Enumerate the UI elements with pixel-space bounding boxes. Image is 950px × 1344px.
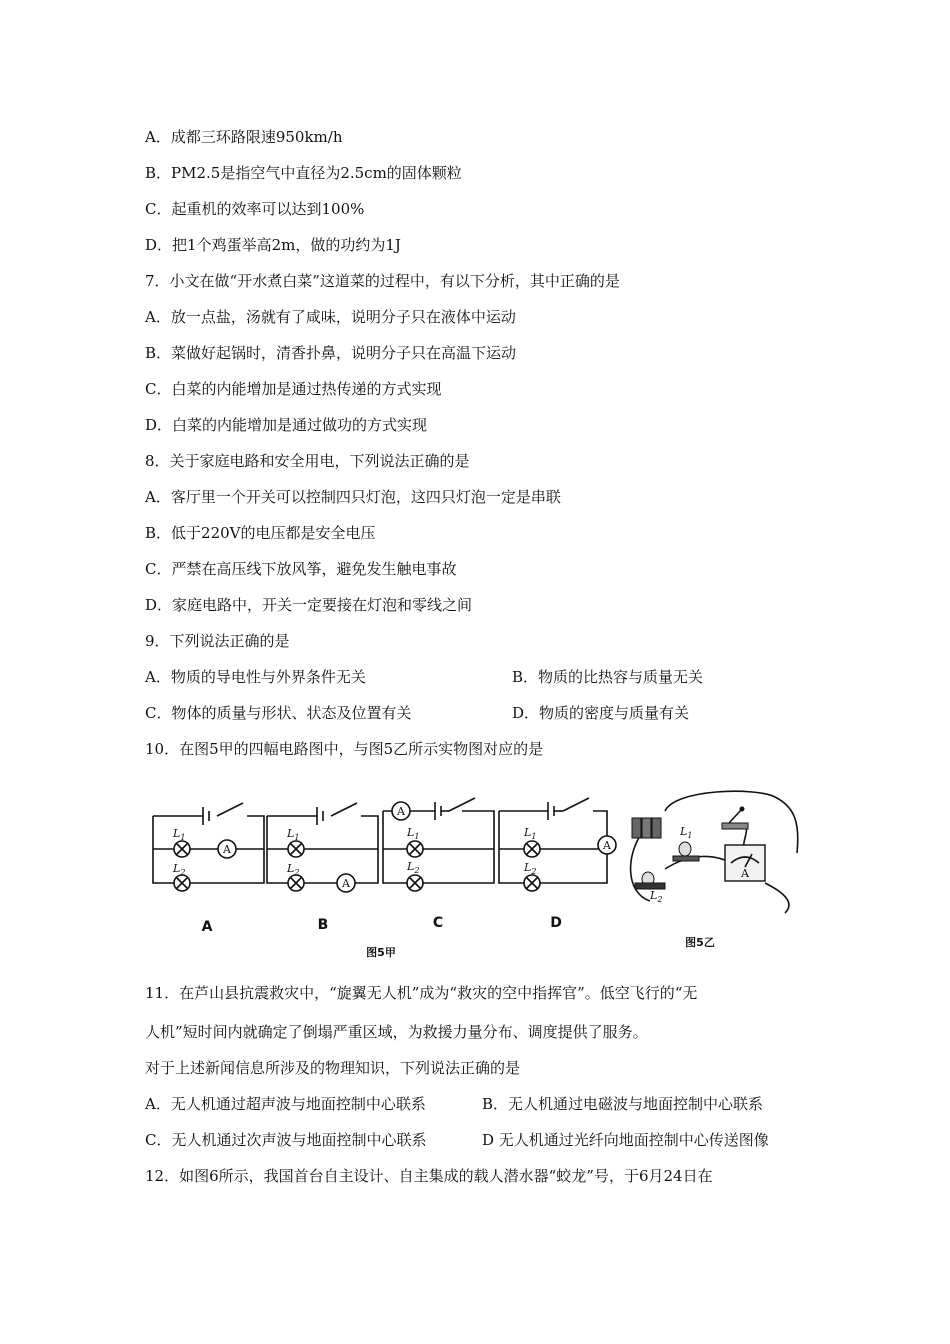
q6-option-c: C．起重机的效率可以达到100% [145,200,365,218]
circuit-label-c: C [432,915,444,931]
q6-option-b: B．PM2.5是指空气中直径为2.5cm的固体颗粒 [145,164,462,182]
q9-option-a: A．物质的导电性与外界条件无关 [145,668,366,686]
q8-option-c: C．严禁在高压线下放风筝，避免发生触电事故 [145,560,457,578]
circuit-c [383,798,494,931]
circuit-diagrams-svg [145,783,805,963]
circuit-b [267,803,378,933]
q6-option-d: D．把1个鸡蛋举高2m，做的功约为1J [145,236,401,254]
lamp-l1-label: $L_1$ [287,827,300,842]
q7-option-d: D．白菜的内能增加是通过做功的方式实现 [145,416,428,434]
ammeter-device-icon [725,845,765,881]
figure-caption-left: 图5甲 [366,946,396,959]
q11-option-b: B．无人机通过电磁波与地面控制中心联系 [482,1095,764,1113]
q11-stem-line3: 对于上述新闻信息所涉及的物理知识，下列说法正确的是 [145,1059,521,1077]
q9-stem: 9．下列说法正确的是 [145,632,290,650]
q7-option-a: A．放一点盐，汤就有了咸味，说明分子只在液体中运动 [145,308,516,326]
q11-stem-line1: 11．在芦山县抗震救灾中，“旋翼无人机”成为“救灾的空中指挥官”。低空飞行的“无 [145,984,698,1002]
ammeter-symbol-d: A [603,839,611,852]
q8-option-a: A．客厅里一个开关可以控制四只灯泡，这四只灯泡一定是串联 [145,488,561,506]
lamp-l2-icon [635,872,665,904]
lamp-l1-label: $L_1$ [680,825,693,840]
q12-stem-line1: 12．如图6所示，我国首台自主设计、自主集成的载人潜水器“蛟龙”号，于6月24日在 [145,1167,713,1185]
lamp-l1-label: $L_1$ [173,827,186,842]
q8-option-b: B．低于220V的电压都是安全电压 [145,524,376,542]
q9-option-b: B．物质的比热容与质量无关 [512,668,704,686]
circuit-d [499,798,616,931]
lamp-l2-label: $L_2$ [407,860,420,875]
lamp-l1-icon [673,825,699,861]
battery-icon [632,818,661,838]
lamp-l1-label: $L_1$ [524,826,537,841]
figure-5-circuits [145,783,805,963]
lamp-l2-label: $L_2$ [287,862,300,877]
q11-stem-line2: 人机”短时间内就确定了倒塌严重区域，为救援力量分布、调度提供了服务。 [145,1023,648,1041]
q9-option-c: C．物体的质量与形状、状态及位置有关 [145,704,412,722]
q11-option-a: A．无人机通过超声波与地面控制中心联系 [145,1095,426,1113]
q10-stem: 10．在图5甲的四幅电路图中，与图5乙所示实物图对应的是 [145,740,544,758]
q7-stem: 7．小文在做“开水煮白菜”这道菜的过程中，有以下分析，其中正确的是 [145,272,620,290]
q11-option-c: C．无人机通过次声波与地面控制中心联系 [145,1131,427,1149]
physical-circuit-drawing [631,791,798,913]
lamp-l2-label: $L_2$ [650,889,663,904]
circuit-label-d: D [550,915,562,931]
q8-option-d: D．家庭电路中，开关一定要接在灯泡和零线之间 [145,596,473,614]
q6-option-a: A．成都三环路限速950km/h [145,128,343,146]
q9-option-d: D．物质的密度与质量有关 [512,704,690,722]
circuit-a [153,803,264,935]
ammeter-device-label: A [741,867,749,880]
lamp-l1-label: $L_1$ [407,826,420,841]
q11-option-d: D 无人机通过光纤向地面控制中心传送图像 [482,1131,769,1149]
q7-option-c: C．白菜的内能增加是通过热传递的方式实现 [145,380,442,398]
ammeter-symbol-a: A [223,843,231,856]
q7-option-b: B．菜做好起锅时，清香扑鼻，说明分子只在高温下运动 [145,344,517,362]
lamp-l2-label: $L_2$ [173,862,186,877]
ammeter-symbol-c: A [397,805,405,818]
q8-stem: 8．关于家庭电路和安全用电，下列说法正确的是 [145,452,470,470]
circuit-label-a: A [201,919,213,935]
circuit-label-b: B [317,917,329,933]
ammeter-symbol-b: A [342,877,350,890]
lamp-l2-label: $L_2$ [524,861,537,876]
switch-icon [722,807,748,830]
figure-caption-right: 图5乙 [685,936,715,949]
